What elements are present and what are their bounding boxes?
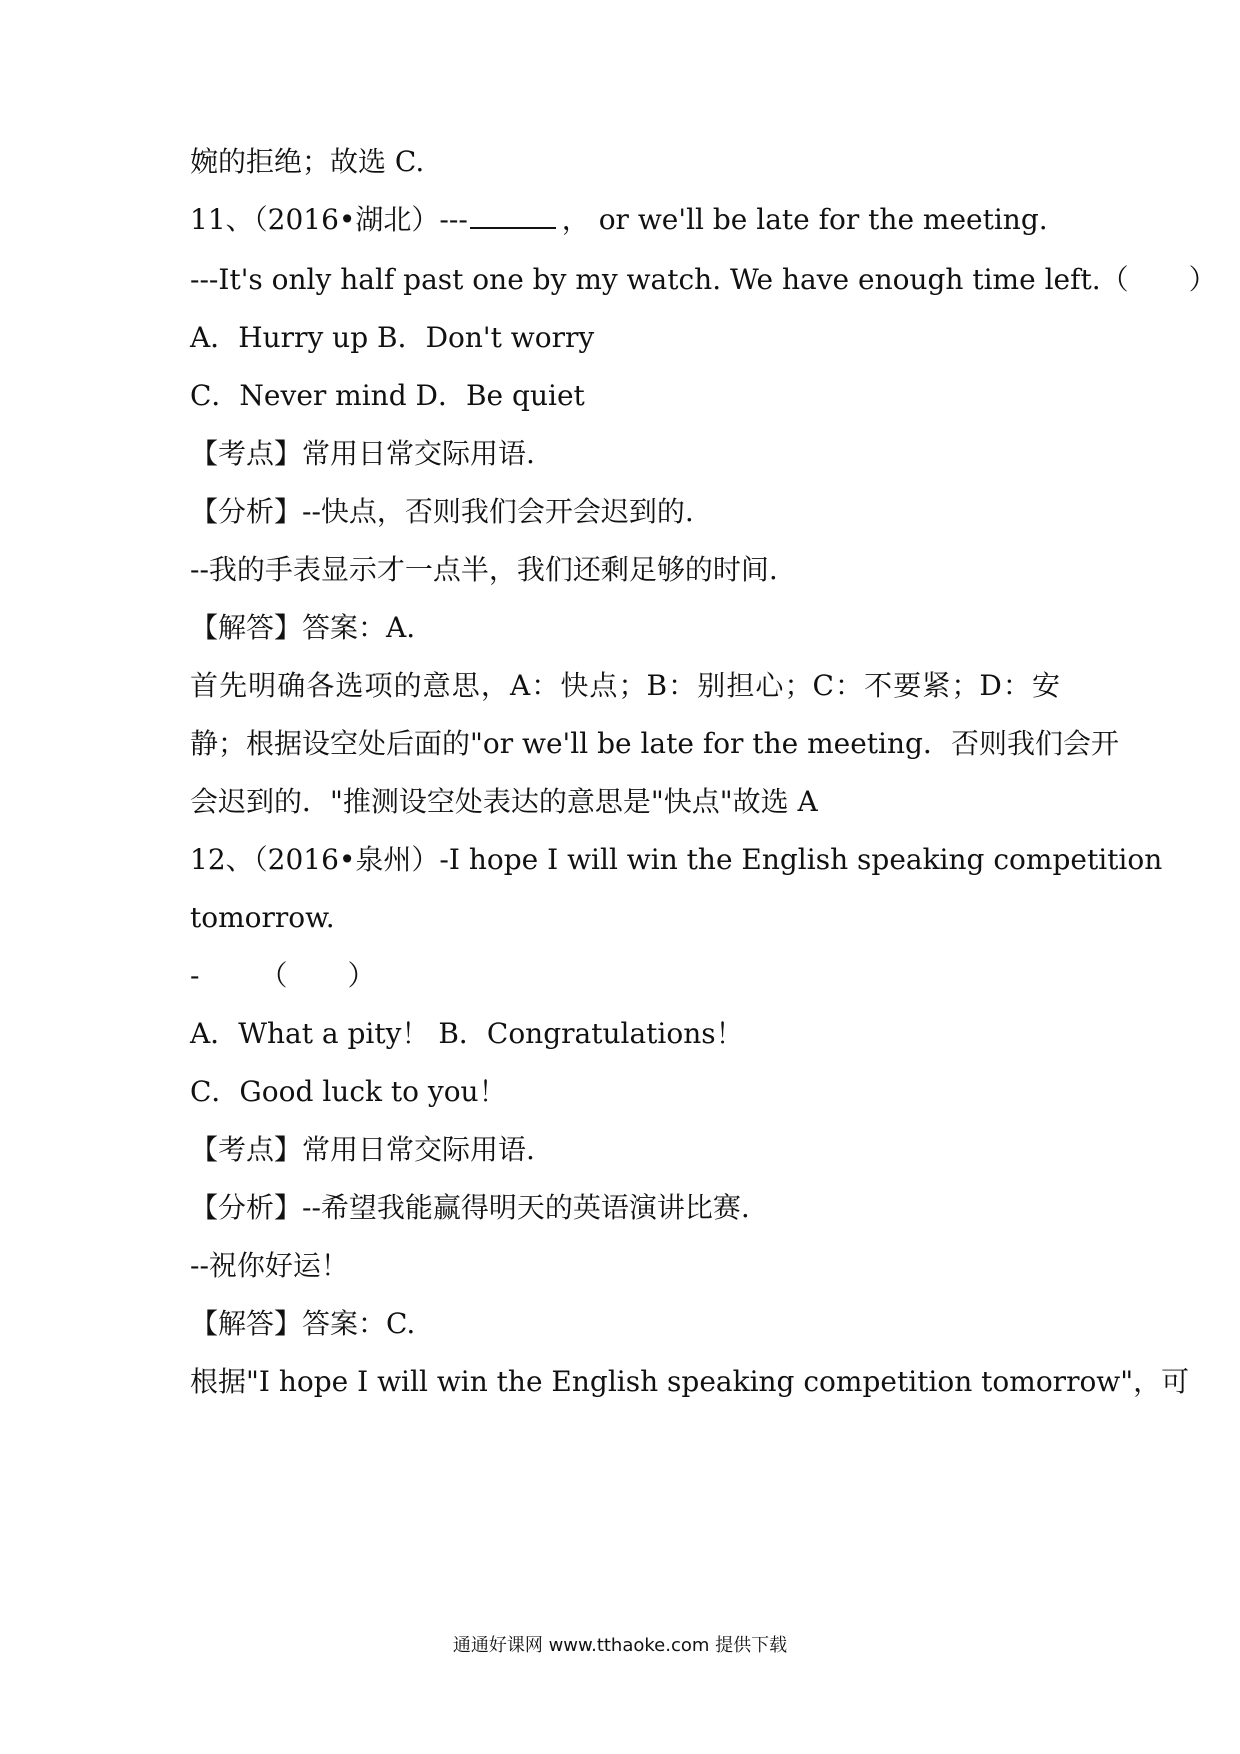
text-line: 婉的拒绝；故选 C. (190, 145, 425, 178)
question-11-explanation-2: 静；根据设空处后面的"or we'll be late for the meeting．否则我们会开 (190, 727, 1119, 760)
question-12-options-ab: A．What a pity！ B．Congratulations！ (190, 1017, 744, 1050)
question-11-explanation-3: 会迟到的．"推测设空处表达的意思是"快点"故选 A (190, 785, 818, 818)
question-11-reply-text: ---It's only half past one by my watch. We have enough time left.（ (190, 263, 1129, 296)
answer-blank (470, 203, 556, 229)
page-footer: 通通好课网 www.tthaoke.com 提供下载 (452, 1635, 788, 1656)
answer-paren-open: （ (259, 959, 288, 992)
question-12-fenxi: 【分析】--希望我能赢得明天的英语演讲比赛. (190, 1191, 750, 1224)
question-11-reply (190, 260, 1217, 300)
question-12-explanation-1: 根据"I hope I will win the English speaking competition tomorrow"，可 (190, 1365, 1190, 1398)
question-11-kaodian: 【考点】常用日常交际用语. (190, 437, 535, 470)
question-11-prefix: 11、（2016•湖北）--- (190, 203, 468, 236)
question-11-fenxi-2: --我的手表显示才一点半，我们还剩足够的时间. (190, 553, 778, 586)
question-11-suffix: ， or we'll be late for the meeting. (561, 203, 1048, 236)
question-11-options-cd: C．Never mind D．Be quiet (190, 379, 585, 412)
question-12-stem-cont: tomorrow. (190, 901, 335, 934)
reply-dash: - (190, 959, 200, 992)
question-12-stem: 12、（2016•泉州）-I hope I will win the English speaking competition (190, 843, 1163, 876)
question-11-jieda: 【解答】答案：A. (190, 611, 416, 644)
question-12-fenxi-2: --祝你好运！ (190, 1249, 349, 1282)
answer-paren-close: ） (1188, 263, 1217, 296)
question-12-jieda: 【解答】答案：C. (190, 1307, 416, 1340)
question-11-fenxi: 【分析】--快点，否则我们会开会迟到的. (190, 495, 694, 528)
question-12-reply (190, 956, 1060, 996)
answer-paren-close: ） (347, 959, 376, 992)
question-12-kaodian: 【考点】常用日常交际用语. (190, 1133, 535, 1166)
question-11-explanation-1: 首先明确各选项的意思，A：快点；B：别担心；C：不要紧；D：安 (190, 669, 1060, 702)
question-11-stem (190, 200, 1060, 240)
question-11-options-ab: A．Hurry up B．Don't worry (190, 321, 595, 354)
question-12-option-c: C．Good luck to you！ (190, 1075, 507, 1108)
